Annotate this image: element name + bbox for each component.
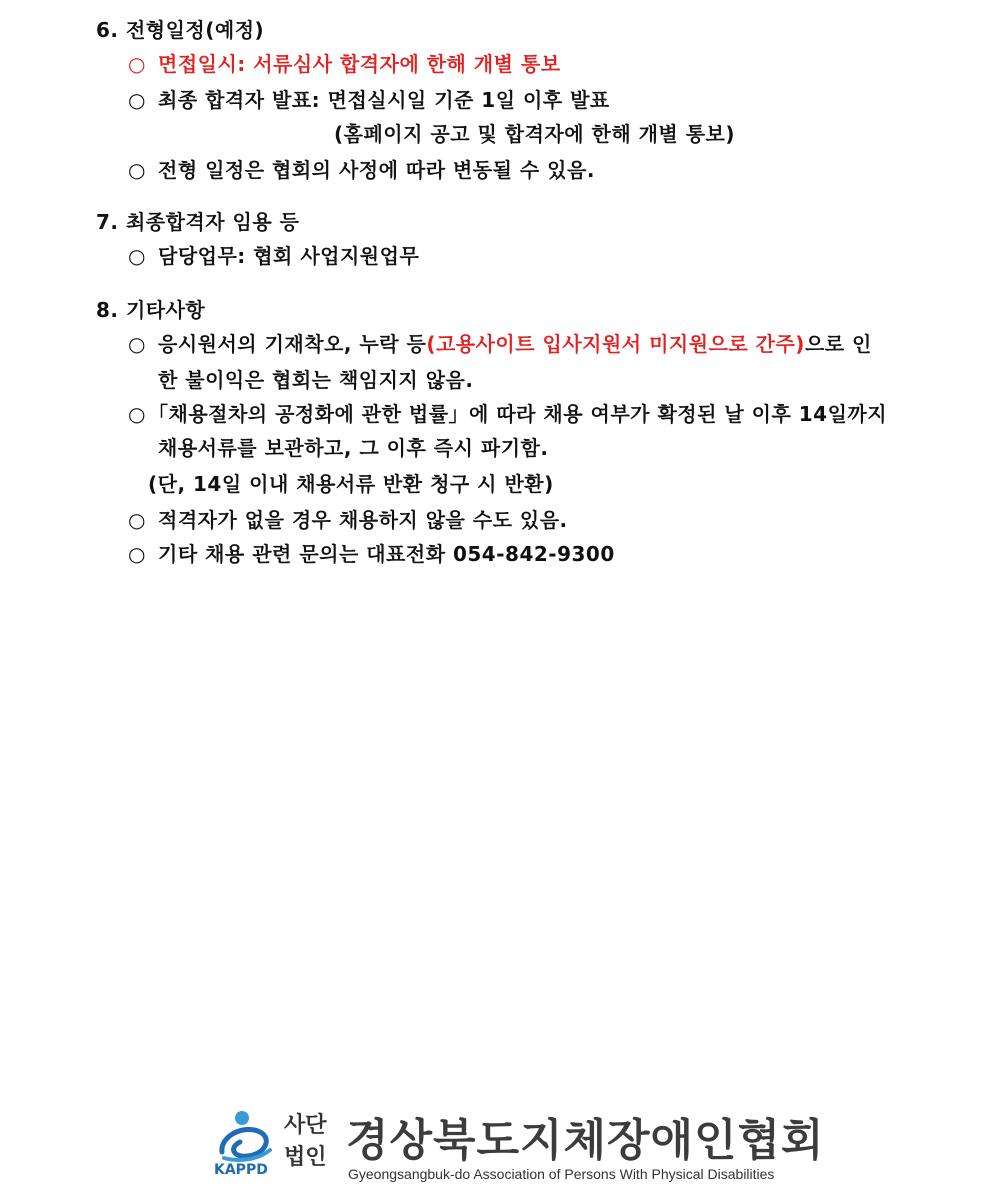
corporation-label bbox=[284, 1110, 336, 1174]
bullet-circle: ○ bbox=[128, 158, 146, 182]
section-8-item-document-retention-line2: 채용서류를 보관하고, 그 이후 즉시 파기함. bbox=[158, 436, 549, 460]
bullet-circle: ○ bbox=[128, 332, 146, 356]
section-8-item-no-qualified bbox=[128, 506, 568, 534]
section-8-item-application-error bbox=[128, 330, 872, 358]
item-text: 전형 일정은 협회의 사정에 따라 변동될 수 있음. bbox=[158, 158, 595, 182]
logo-text: KAPPD bbox=[214, 1162, 268, 1178]
section-8-item-application-error-line2: 한 불이익은 협회는 책임지지 않음. bbox=[158, 368, 474, 392]
item-text: 「채용절차의 공정화에 관한 법률」에 따라 채용 여부가 확정된 날 이후 14일까지 bbox=[148, 402, 888, 426]
organization-name-en: Gyeongsangbuk-do Association of Persons With Physical Disabilities bbox=[348, 1166, 775, 1182]
bullet-circle: ○ bbox=[128, 244, 146, 268]
section-8-item-contact bbox=[128, 540, 615, 568]
section-6-item-final-announce bbox=[128, 86, 610, 114]
section-8-item-document-retention-line3: (단, 14일 이내 채용서류 반환 청구 시 반환) bbox=[148, 472, 554, 496]
bullet-circle: ○ bbox=[128, 88, 146, 112]
corporation-label-line2: 법인 bbox=[284, 1145, 327, 1170]
item-text: 적격자가 없을 경우 채용하지 않을 수도 있음. bbox=[158, 508, 568, 532]
item-text: 응시원서의 기재착오, 누락 등 bbox=[158, 332, 427, 356]
item-text: 면접일시: 서류심사 합격자에 한해 개별 통보 bbox=[158, 52, 561, 76]
organization-name-ko: 경상북도지체장애인협회 bbox=[346, 1115, 825, 1166]
bullet-circle: ○ bbox=[128, 52, 146, 76]
item-text: 담당업무: 협회 사업지원업무 bbox=[158, 244, 420, 268]
section-6-note: (홈페이지 공고 및 합격자에 한해 개별 통보) bbox=[334, 122, 735, 146]
bullet-circle: ○ bbox=[128, 508, 146, 532]
section-7-item-duty bbox=[128, 242, 419, 270]
section-6-heading: 6. 전형일정(예정) bbox=[96, 18, 265, 42]
section-8-heading: 8. 기타사항 bbox=[96, 298, 206, 322]
corporation-label-line1: 사단 bbox=[284, 1113, 327, 1138]
section-8-item-document-retention bbox=[128, 400, 887, 428]
item-text: 최종 합격자 발표: 면접실시일 기준 1일 이후 발표 bbox=[158, 88, 610, 112]
bullet-circle: ○ bbox=[128, 402, 146, 426]
bullet-circle: ○ bbox=[128, 542, 146, 566]
section-7-heading: 7. 최종합격자 임용 등 bbox=[96, 210, 300, 234]
item-text-tail: 으로 인 bbox=[804, 332, 872, 356]
highlight-text: (고용사이트 입사지원서 미지원으로 간주) bbox=[426, 332, 805, 356]
footer bbox=[214, 1108, 825, 1190]
section-6-item-interview bbox=[128, 50, 561, 78]
item-text: 기타 채용 관련 문의는 대표전화 054-842-9300 bbox=[158, 542, 615, 566]
section-6-item-schedule-change bbox=[128, 156, 595, 184]
